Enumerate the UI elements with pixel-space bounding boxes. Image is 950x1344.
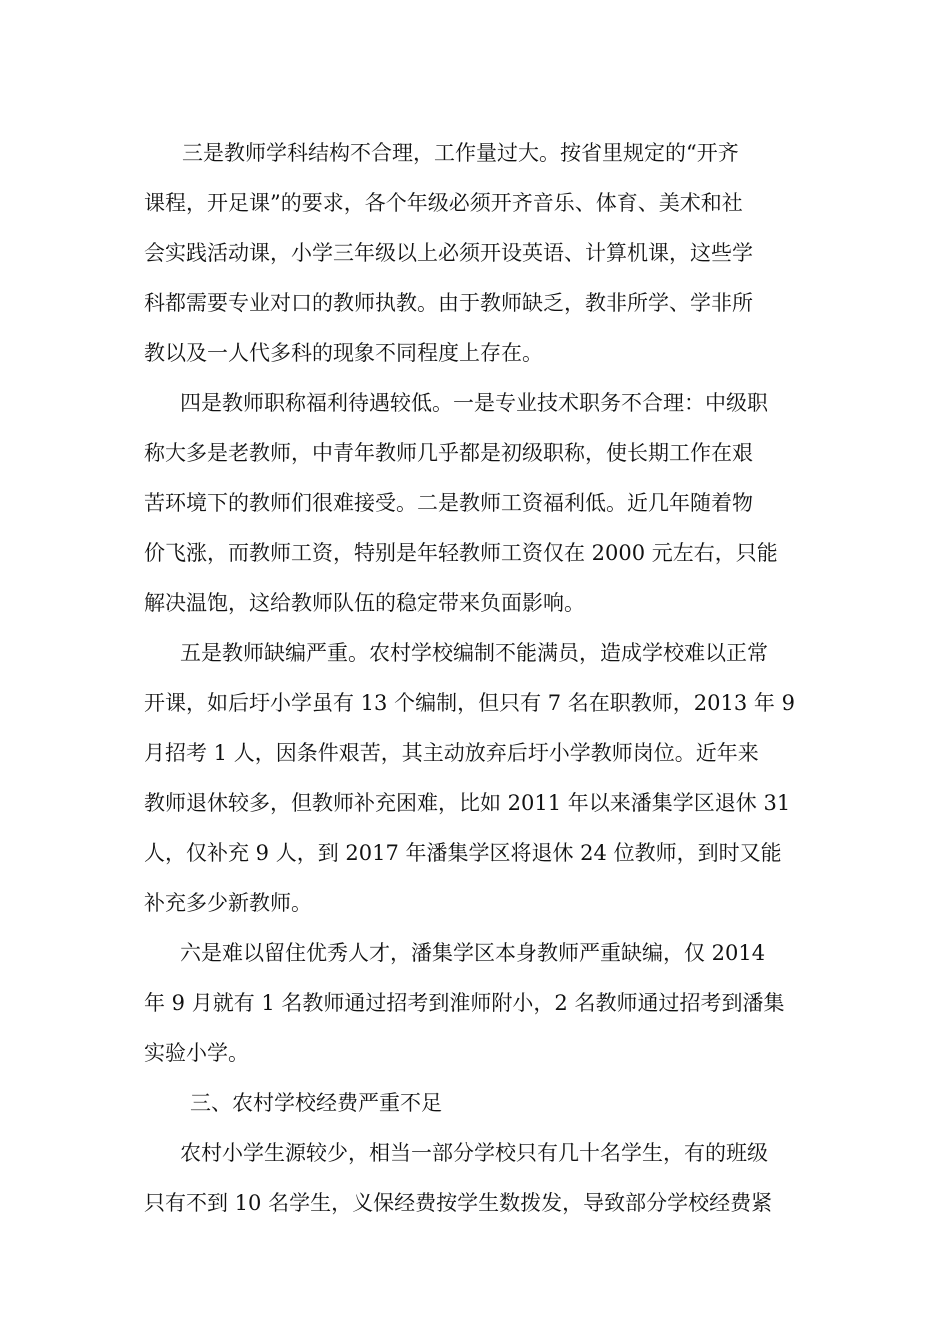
text-line: 会实践活动课，小学三年级以上必须开设英语、计算机课，这些学	[144, 241, 753, 265]
text-line: 月招考 1 人，因条件艰苦，其主动放弃后圩小学教师岗位。近年来	[144, 741, 759, 765]
text-line: 苦环境下的教师们很难接受。二是教师工资福利低。近几年随着物	[144, 491, 753, 515]
text-line: 称大多是老教师，中青年教师几乎都是初级职称，使长期工作在艰	[144, 441, 753, 465]
text-line: 实验小学。	[144, 1041, 249, 1065]
text-line: 人，仅补充 9 人，到 2017 年潘集学区将退休 24 位教师，到时又能	[144, 841, 782, 865]
text-line: 课程，开足课”的要求，各个年级必须开齐音乐、体育、美术和社	[144, 191, 743, 215]
text-line: 五是教师缺编严重。农村学校编制不能满员，造成学校难以正常	[180, 641, 768, 665]
text-line: 三是教师学科结构不合理，工作量过大。按省里规定的“开齐	[182, 141, 739, 165]
text-line: 教师退休较多，但教师补充困难，比如 2011 年以来潘集学区退休 31	[144, 791, 791, 815]
text-line: 农村小学生源较少，相当一部分学校只有几十名学生，有的班级	[180, 1141, 768, 1165]
text-line: 年 9 月就有 1 名教师通过招考到淮师附小，2 名教师通过招考到潘集	[144, 991, 785, 1015]
text-line: 解决温饱，这给教师队伍的稳定带来负面影响。	[144, 591, 585, 615]
text-line: 开课，如后圩小学虽有 13 个编制，但只有 7 名在职教师，2013 年 9	[144, 691, 795, 715]
text-line: 四是教师职称福利待遇较低。一是专业技术职务不合理：中级职	[180, 391, 768, 415]
document-body	[144, 128, 808, 1228]
text-line: 价飞涨，而教师工资，特别是年轻教师工资仅在 2000 元左右，只能	[144, 541, 778, 565]
text-line: 只有不到 10 名学生，义保经费按学生数拨发，导致部分学校经费紧	[144, 1191, 773, 1215]
text-line: 补充多少新教师。	[144, 891, 312, 915]
text-line: 教以及一人代多科的现象不同程度上存在。	[144, 341, 543, 365]
section-heading: 三、农村学校经费严重不足	[190, 1091, 442, 1115]
text-line: 六是难以留住优秀人才，潘集学区本身教师严重缺编，仅 2014	[180, 941, 766, 965]
text-line: 科都需要专业对口的教师执教。由于教师缺乏，教非所学、学非所	[144, 291, 753, 315]
